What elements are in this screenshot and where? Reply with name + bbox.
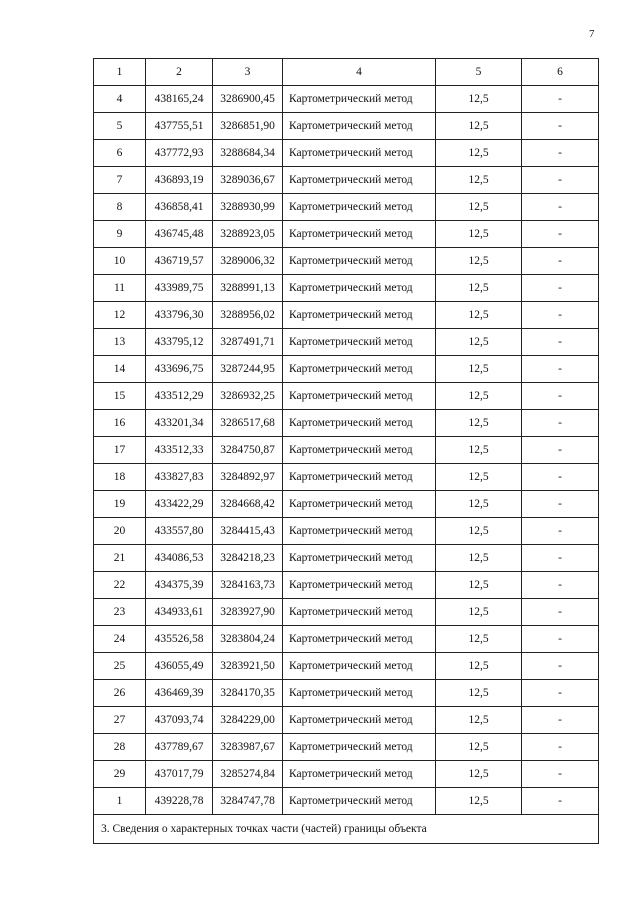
section-heading: 3. Сведения о характерных точках части (частей) границы объекта (94, 815, 599, 844)
point-number-cell: 5 (94, 113, 146, 140)
y-coordinate-cell: 3288956,02 (213, 302, 283, 329)
x-coordinate-cell: 435526,58 (146, 626, 213, 653)
accuracy-cell: 12,5 (436, 383, 522, 410)
y-coordinate-cell: 3284750,87 (213, 437, 283, 464)
point-number-cell: 8 (94, 194, 146, 221)
method-cell: Картометрический метод (283, 140, 436, 167)
description-cell: - (522, 167, 599, 194)
description-cell: - (522, 356, 599, 383)
table-row (94, 410, 599, 437)
accuracy-cell: 12,5 (436, 545, 522, 572)
method-cell: Картометрический метод (283, 356, 436, 383)
description-cell: - (522, 680, 599, 707)
point-number-cell: 7 (94, 167, 146, 194)
section-footer-row (94, 815, 599, 844)
point-number-cell: 21 (94, 545, 146, 572)
description-cell: - (522, 302, 599, 329)
accuracy-cell: 12,5 (436, 626, 522, 653)
x-coordinate-cell: 436745,48 (146, 221, 213, 248)
accuracy-cell: 12,5 (436, 221, 522, 248)
table-row (94, 761, 599, 788)
y-coordinate-cell: 3283804,24 (213, 626, 283, 653)
method-cell: Картометрический метод (283, 302, 436, 329)
table-row (94, 113, 599, 140)
point-number-cell: 22 (94, 572, 146, 599)
description-cell: - (522, 761, 599, 788)
method-cell: Картометрический метод (283, 167, 436, 194)
accuracy-cell: 12,5 (436, 599, 522, 626)
header-cell-3: 3 (213, 59, 283, 86)
method-cell: Картометрический метод (283, 707, 436, 734)
accuracy-cell: 12,5 (436, 491, 522, 518)
y-coordinate-cell: 3286517,68 (213, 410, 283, 437)
table-row (94, 464, 599, 491)
method-cell: Картометрический метод (283, 275, 436, 302)
y-coordinate-cell: 3287491,71 (213, 329, 283, 356)
x-coordinate-cell: 434086,53 (146, 545, 213, 572)
accuracy-cell: 12,5 (436, 464, 522, 491)
y-coordinate-cell: 3284170,35 (213, 680, 283, 707)
point-number-cell: 24 (94, 626, 146, 653)
accuracy-cell: 12,5 (436, 761, 522, 788)
x-coordinate-cell: 433512,29 (146, 383, 213, 410)
x-coordinate-cell: 439228,78 (146, 788, 213, 815)
point-number-cell: 28 (94, 734, 146, 761)
table-row (94, 383, 599, 410)
y-coordinate-cell: 3284747,78 (213, 788, 283, 815)
y-coordinate-cell: 3288923,05 (213, 221, 283, 248)
table-row (94, 707, 599, 734)
accuracy-cell: 12,5 (436, 356, 522, 383)
table-row (94, 788, 599, 815)
method-cell: Картометрический метод (283, 626, 436, 653)
y-coordinate-cell: 3285274,84 (213, 761, 283, 788)
y-coordinate-cell: 3288930,99 (213, 194, 283, 221)
y-coordinate-cell: 3284892,97 (213, 464, 283, 491)
table-row (94, 626, 599, 653)
point-number-cell: 4 (94, 86, 146, 113)
method-cell: Картометрический метод (283, 464, 436, 491)
accuracy-cell: 12,5 (436, 113, 522, 140)
table-row (94, 572, 599, 599)
description-cell: - (522, 599, 599, 626)
point-number-cell: 26 (94, 680, 146, 707)
method-cell: Картометрический метод (283, 437, 436, 464)
y-coordinate-cell: 3283987,67 (213, 734, 283, 761)
x-coordinate-cell: 437093,74 (146, 707, 213, 734)
point-number-cell: 23 (94, 599, 146, 626)
point-number-cell: 10 (94, 248, 146, 275)
point-number-cell: 6 (94, 140, 146, 167)
description-cell: - (522, 221, 599, 248)
y-coordinate-cell: 3286900,45 (213, 86, 283, 113)
accuracy-cell: 12,5 (436, 518, 522, 545)
point-number-cell: 11 (94, 275, 146, 302)
point-number-cell: 15 (94, 383, 146, 410)
description-cell: - (522, 572, 599, 599)
description-cell: - (522, 707, 599, 734)
point-number-cell: 17 (94, 437, 146, 464)
accuracy-cell: 12,5 (436, 329, 522, 356)
table-row (94, 599, 599, 626)
description-cell: - (522, 140, 599, 167)
point-number-cell: 18 (94, 464, 146, 491)
header-cell-1: 1 (94, 59, 146, 86)
description-cell: - (522, 410, 599, 437)
accuracy-cell: 12,5 (436, 788, 522, 815)
description-cell: - (522, 626, 599, 653)
y-coordinate-cell: 3289036,67 (213, 167, 283, 194)
x-coordinate-cell: 436719,57 (146, 248, 213, 275)
description-cell: - (522, 329, 599, 356)
y-coordinate-cell: 3288991,13 (213, 275, 283, 302)
header-cell-6: 6 (522, 59, 599, 86)
method-cell: Картометрический метод (283, 761, 436, 788)
x-coordinate-cell: 434933,61 (146, 599, 213, 626)
method-cell: Картометрический метод (283, 248, 436, 275)
table-row (94, 140, 599, 167)
table-row (94, 491, 599, 518)
x-coordinate-cell: 437772,93 (146, 140, 213, 167)
table-row (94, 653, 599, 680)
table-row (94, 248, 599, 275)
method-cell: Картометрический метод (283, 194, 436, 221)
coordinates-table-body (94, 59, 599, 844)
table-row (94, 437, 599, 464)
method-cell: Картометрический метод (283, 788, 436, 815)
point-number-cell: 16 (94, 410, 146, 437)
method-cell: Картометрический метод (283, 680, 436, 707)
point-number-cell: 29 (94, 761, 146, 788)
description-cell: - (522, 464, 599, 491)
method-cell: Картометрический метод (283, 86, 436, 113)
table-row (94, 86, 599, 113)
method-cell: Картометрический метод (283, 518, 436, 545)
x-coordinate-cell: 433201,34 (146, 410, 213, 437)
x-coordinate-cell: 433796,30 (146, 302, 213, 329)
x-coordinate-cell: 433795,12 (146, 329, 213, 356)
description-cell: - (522, 275, 599, 302)
table-header-row (94, 59, 599, 86)
x-coordinate-cell: 433422,29 (146, 491, 213, 518)
table-row (94, 302, 599, 329)
description-cell: - (522, 518, 599, 545)
y-coordinate-cell: 3286932,25 (213, 383, 283, 410)
method-cell: Картометрический метод (283, 599, 436, 626)
table-row (94, 275, 599, 302)
accuracy-cell: 12,5 (436, 734, 522, 761)
header-cell-4: 4 (283, 59, 436, 86)
accuracy-cell: 12,5 (436, 680, 522, 707)
table-row (94, 356, 599, 383)
x-coordinate-cell: 437789,67 (146, 734, 213, 761)
accuracy-cell: 12,5 (436, 302, 522, 329)
accuracy-cell: 12,5 (436, 275, 522, 302)
y-coordinate-cell: 3284218,23 (213, 545, 283, 572)
table-row (94, 329, 599, 356)
method-cell: Картометрический метод (283, 653, 436, 680)
x-coordinate-cell: 437755,51 (146, 113, 213, 140)
table-row (94, 194, 599, 221)
point-number-cell: 12 (94, 302, 146, 329)
accuracy-cell: 12,5 (436, 572, 522, 599)
method-cell: Картометрический метод (283, 221, 436, 248)
accuracy-cell: 12,5 (436, 437, 522, 464)
coordinates-table (93, 58, 599, 844)
y-coordinate-cell: 3284163,73 (213, 572, 283, 599)
method-cell: Картометрический метод (283, 734, 436, 761)
description-cell: - (522, 113, 599, 140)
accuracy-cell: 12,5 (436, 167, 522, 194)
table-row (94, 680, 599, 707)
table-row (94, 167, 599, 194)
point-number-cell: 14 (94, 356, 146, 383)
description-cell: - (522, 545, 599, 572)
page-number: 7 (589, 28, 595, 40)
description-cell: - (522, 248, 599, 275)
method-cell: Картометрический метод (283, 545, 436, 572)
method-cell: Картометрический метод (283, 329, 436, 356)
x-coordinate-cell: 438165,24 (146, 86, 213, 113)
table-row (94, 518, 599, 545)
point-number-cell: 19 (94, 491, 146, 518)
accuracy-cell: 12,5 (436, 194, 522, 221)
accuracy-cell: 12,5 (436, 410, 522, 437)
x-coordinate-cell: 433827,83 (146, 464, 213, 491)
x-coordinate-cell: 434375,39 (146, 572, 213, 599)
point-number-cell: 20 (94, 518, 146, 545)
y-coordinate-cell: 3283927,90 (213, 599, 283, 626)
x-coordinate-cell: 433512,33 (146, 437, 213, 464)
description-cell: - (522, 653, 599, 680)
method-cell: Картометрический метод (283, 383, 436, 410)
accuracy-cell: 12,5 (436, 86, 522, 113)
x-coordinate-cell: 437017,79 (146, 761, 213, 788)
accuracy-cell: 12,5 (436, 707, 522, 734)
x-coordinate-cell: 436858,41 (146, 194, 213, 221)
y-coordinate-cell: 3283921,50 (213, 653, 283, 680)
x-coordinate-cell: 436055,49 (146, 653, 213, 680)
accuracy-cell: 12,5 (436, 653, 522, 680)
method-cell: Картометрический метод (283, 491, 436, 518)
x-coordinate-cell: 433989,75 (146, 275, 213, 302)
point-number-cell: 27 (94, 707, 146, 734)
description-cell: - (522, 437, 599, 464)
point-number-cell: 13 (94, 329, 146, 356)
description-cell: - (522, 788, 599, 815)
y-coordinate-cell: 3286851,90 (213, 113, 283, 140)
y-coordinate-cell: 3288684,34 (213, 140, 283, 167)
description-cell: - (522, 491, 599, 518)
description-cell: - (522, 383, 599, 410)
accuracy-cell: 12,5 (436, 140, 522, 167)
method-cell: Картометрический метод (283, 410, 436, 437)
x-coordinate-cell: 436893,19 (146, 167, 213, 194)
y-coordinate-cell: 3284415,43 (213, 518, 283, 545)
accuracy-cell: 12,5 (436, 248, 522, 275)
description-cell: - (522, 194, 599, 221)
y-coordinate-cell: 3284229,00 (213, 707, 283, 734)
header-cell-5: 5 (436, 59, 522, 86)
y-coordinate-cell: 3284668,42 (213, 491, 283, 518)
point-number-cell: 9 (94, 221, 146, 248)
table-row (94, 734, 599, 761)
y-coordinate-cell: 3287244,95 (213, 356, 283, 383)
method-cell: Картометрический метод (283, 572, 436, 599)
x-coordinate-cell: 436469,39 (146, 680, 213, 707)
description-cell: - (522, 734, 599, 761)
y-coordinate-cell: 3289006,32 (213, 248, 283, 275)
x-coordinate-cell: 433696,75 (146, 356, 213, 383)
table-row (94, 221, 599, 248)
table-row (94, 545, 599, 572)
header-cell-2: 2 (146, 59, 213, 86)
x-coordinate-cell: 433557,80 (146, 518, 213, 545)
point-number-cell: 1 (94, 788, 146, 815)
point-number-cell: 25 (94, 653, 146, 680)
description-cell: - (522, 86, 599, 113)
method-cell: Картометрический метод (283, 113, 436, 140)
